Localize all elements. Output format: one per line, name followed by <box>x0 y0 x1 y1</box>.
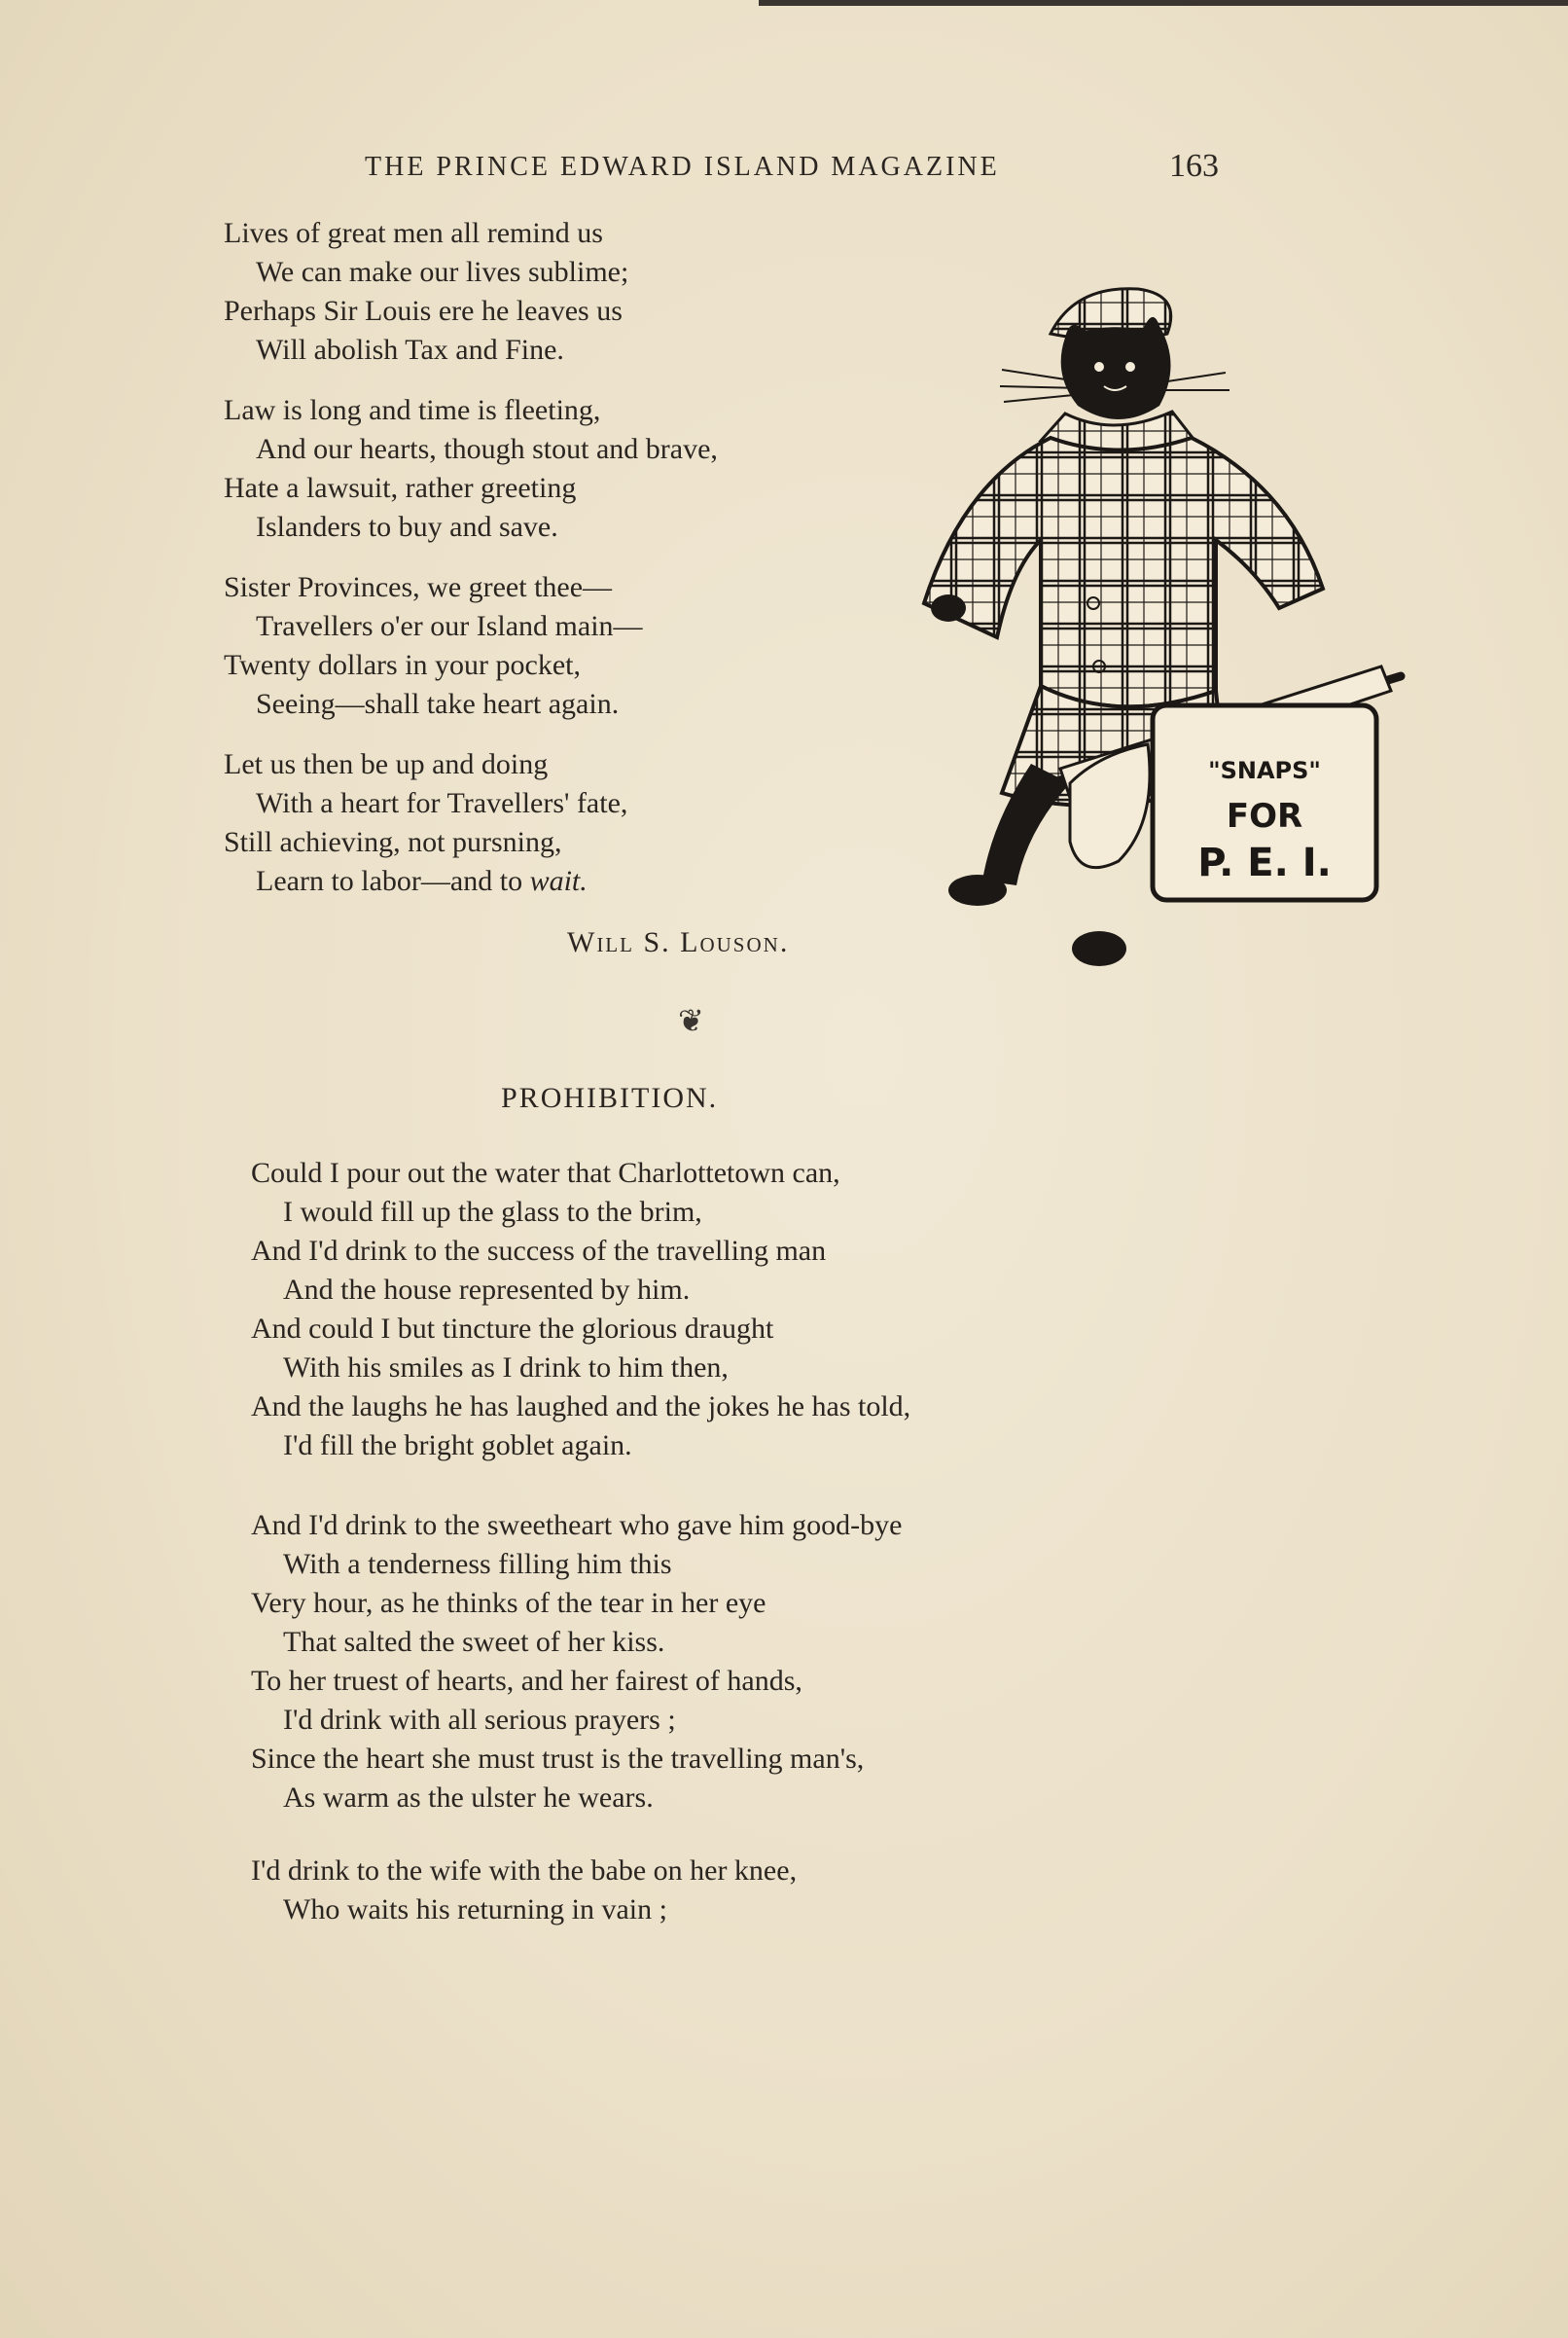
page-header <box>0 148 1568 187</box>
poem1-stanza-1 <box>224 214 628 370</box>
poem-line: Will abolish Tax and Fine. <box>256 334 564 366</box>
valise-label-line: P. E. I. <box>1197 841 1332 885</box>
poem2-stanza-1 <box>251 1154 910 1465</box>
emphasis-word: wait. <box>529 865 588 897</box>
poem-line: With a heart for Travellers' fate, <box>256 787 628 819</box>
plaid-cape-icon <box>924 438 1323 706</box>
poem-line: Islanders to buy and save. <box>256 511 558 543</box>
poem-line: Sister Provinces, we greet thee— <box>224 571 613 603</box>
poem1-stanza-2 <box>224 391 718 547</box>
poem-line-text: Learn to labor—and to <box>256 865 530 897</box>
poem-line: Travellers o'er our Island main— <box>256 610 643 642</box>
poem-line: And could I but tincture the glorious draught <box>251 1313 774 1345</box>
cat-traveller-illustration <box>905 277 1410 978</box>
poem-line: Seeing—shall take heart again. <box>256 688 620 720</box>
poem-signature: Will S. Louson. <box>567 926 790 958</box>
poem-line: Since the heart she must trust is the travelling man's, <box>251 1743 865 1775</box>
poem-line: That salted the sweet of her kiss. <box>283 1626 665 1658</box>
poem-line: We can make our lives sublime; <box>256 256 629 288</box>
poem-line: Could I pour out the water that Charlottetown can, <box>251 1157 840 1189</box>
poem-line: I'd drink to the wife with the babe on her knee, <box>251 1854 798 1887</box>
page-number: 163 <box>1169 148 1219 184</box>
poem-line: Hate a lawsuit, rather greeting <box>224 472 577 504</box>
poem-line: And I'd drink to the success of the travelling man <box>251 1235 827 1267</box>
poem-line: Perhaps Sir Louis ere he leaves us <box>224 295 623 327</box>
poem1-stanza-3 <box>224 568 643 724</box>
poem-line: Twenty dollars in your pocket, <box>224 649 581 681</box>
poem-line: To her truest of hearts, and her fairest of hands, <box>251 1665 802 1697</box>
poem-line: Law is long and time is fleeting, <box>224 394 601 426</box>
poem-line <box>224 862 627 901</box>
poem-line: And our hearts, though stout and brave, <box>256 433 718 465</box>
poem-line: With a tenderness filling him this <box>283 1548 672 1580</box>
running-title: THE PRINCE EDWARD ISLAND MAGAZINE <box>365 152 1000 182</box>
section-title: PROHIBITION. <box>501 1082 719 1114</box>
poem-line: I'd fill the bright goblet again. <box>283 1429 632 1461</box>
poem-line: And I'd drink to the sweetheart who gave him good-bye <box>251 1509 903 1541</box>
poem-line: I would fill up the glass to the brim, <box>283 1196 702 1228</box>
poem-line: Who waits his returning in vain ; <box>283 1893 667 1925</box>
poem-line: Still achieving, not pursning, <box>224 826 562 858</box>
poem-line: Lives of great men all remind us <box>224 217 603 249</box>
valise-label-line: FOR <box>1226 797 1303 836</box>
poem-line: And the laughs he has laughed and the jokes he has told, <box>251 1390 911 1422</box>
fleuron-ornament-icon: ❦ <box>678 1002 704 1039</box>
poem2-stanza-2 <box>251 1506 902 1817</box>
valise-label-line: "SNAPS" <box>1208 757 1321 784</box>
poem-line: Very hour, as he thinks of the tear in her eye <box>251 1587 766 1619</box>
poem-line: With his smiles as I drink to him then, <box>283 1351 729 1384</box>
cat-head-icon <box>1061 317 1171 419</box>
top-edge-rule <box>759 0 1568 6</box>
poem-line: I'd drink with all serious prayers ; <box>283 1704 676 1736</box>
poem-line: Let us then be up and doing <box>224 748 549 780</box>
poem1-stanza-4 <box>224 745 627 901</box>
poem-line: And the house represented by him. <box>283 1274 691 1306</box>
poem2-stanza-3 <box>251 1852 797 1929</box>
poem-line: As warm as the ulster he wears. <box>283 1781 654 1814</box>
